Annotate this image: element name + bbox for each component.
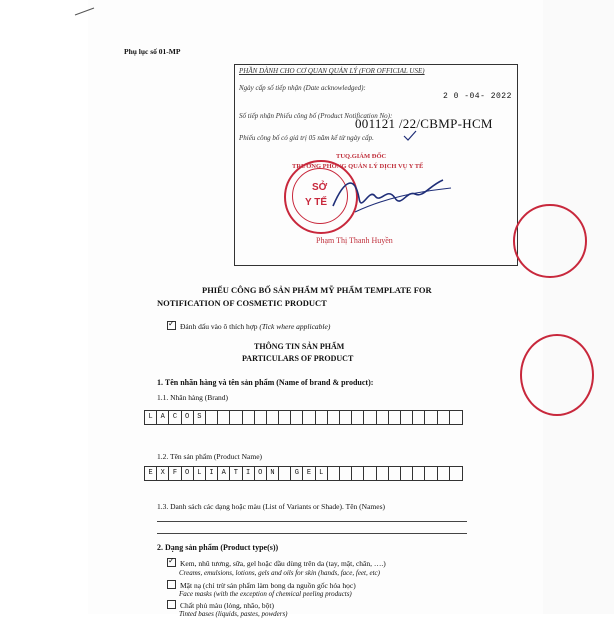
- product-type-vi: Kem, nhũ tương, sữa, gel hoặc dầu dùng trên da (tay, mặt, chân, ….): [180, 559, 386, 568]
- product-type-en: Creams, emulsions, lotions, gels and oils for skin (hands, face, feet, etc): [179, 569, 380, 577]
- variants-line-2: [157, 533, 467, 534]
- brand-cell: [218, 411, 230, 424]
- brand-cell: [364, 411, 376, 424]
- brand-cell: [255, 411, 267, 424]
- brand-cell: [291, 411, 303, 424]
- product-cell: I: [243, 467, 255, 480]
- product-type-checkbox: [167, 580, 176, 589]
- product-type-vi: Mặt nạ (chỉ trừ sản phẩm làm bong da nguồn gốc hóa học): [180, 581, 356, 590]
- brand-cell: [401, 411, 413, 424]
- brand-cell: [425, 411, 437, 424]
- product-cell: X: [157, 467, 169, 480]
- product-cell: L: [194, 467, 206, 480]
- product-type-item: [167, 600, 274, 610]
- validity-note: Phiếu công bố có giá trị 05 năm kể từ ngày cấp.: [239, 134, 374, 142]
- particulars-title-en: PARTICULARS OF PRODUCT: [242, 354, 354, 363]
- particulars-title-vi: THÔNG TIN SẢN PHẨM: [254, 342, 345, 351]
- product-cell: O: [182, 467, 194, 480]
- date-value: 2 0 -04- 2022: [443, 92, 512, 101]
- variants-label: 1.3. Danh sách các dạng hoặc màu (List of Variants or Shade). Tên (Names): [157, 502, 385, 511]
- brand-label: 1.1. Nhãn hàng (Brand): [157, 393, 229, 402]
- product-cell: O: [255, 467, 267, 480]
- product-type-vi: Chất phủ màu (lỏng, nhão, bột): [180, 601, 274, 610]
- product-cell: [425, 467, 437, 480]
- official-header: PHẦN DÀNH CHO CƠ QUAN QUẢN LÝ (FOR OFFICIAL USE): [239, 67, 425, 75]
- product-cell: T: [230, 467, 242, 480]
- section1-heading: 1. Tên nhãn hàng và tên sản phẩm (Name of brand & product):: [157, 378, 374, 387]
- tick-instruction: [167, 321, 330, 331]
- product-cell: [328, 467, 340, 480]
- brand-cell: [303, 411, 315, 424]
- brand-cell: [206, 411, 218, 424]
- product-type-checkbox: [167, 600, 176, 609]
- product-cell: A: [218, 467, 230, 480]
- product-cell: [352, 467, 364, 480]
- product-cell: [377, 467, 389, 480]
- date-label: Ngày cấp số tiếp nhận (Date acknowledged):: [239, 84, 366, 92]
- product-type-en: Tinted bases (liquids, pastes, powders): [179, 610, 288, 618]
- variants-line-1: [157, 521, 467, 522]
- brand-cell: [352, 411, 364, 424]
- product-cell: F: [169, 467, 181, 480]
- brand-cell: [377, 411, 389, 424]
- product-cell: [340, 467, 352, 480]
- pen-mark-icon: [74, 6, 96, 16]
- appendix-label: Phụ lục số 01-MP: [124, 47, 181, 56]
- handwritten-signature: [325, 168, 455, 223]
- signer-role-1: TUQ.GIÁM ĐỐC: [336, 153, 387, 160]
- seal-text-2: Y TẾ: [305, 197, 328, 208]
- product-type-item: [167, 558, 386, 568]
- brand-cell: L: [145, 411, 157, 424]
- product-cell: N: [267, 467, 279, 480]
- notification-number: 001121 /22/CBMP-HCM: [355, 116, 493, 131]
- number-label: Số tiếp nhận Phiếu công bố (Product Notification No):: [239, 112, 393, 120]
- product-cell: [413, 467, 425, 480]
- product-cell: I: [206, 467, 218, 480]
- tick-note-en: (Tick where applicable): [259, 322, 331, 331]
- form-title-line1: PHIẾU CÔNG BỐ SẢN PHẨM MỸ PHẨM TEMPLATE FOR: [202, 285, 432, 295]
- product-cell: E: [303, 467, 315, 480]
- brand-cell: [413, 411, 425, 424]
- brand-cell: [389, 411, 401, 424]
- product-cell: E: [145, 467, 157, 480]
- product-type-checkbox: [167, 558, 176, 567]
- tick-example-checkbox: [167, 321, 176, 330]
- edge-seal-bottom: [520, 334, 594, 416]
- product-cell: [401, 467, 413, 480]
- brand-cell: [450, 411, 462, 424]
- brand-cell: O: [182, 411, 194, 424]
- signer-role-2: TRƯỞNG PHÒNG QUẢN LÝ DỊCH VỤ Y TẾ: [292, 163, 424, 170]
- edge-seal-top: [513, 204, 587, 278]
- product-type-en: Face masks (with the exception of chemical peeling products): [179, 590, 352, 598]
- product-cell: [450, 467, 462, 480]
- product-cell: [438, 467, 450, 480]
- product-cell: [389, 467, 401, 480]
- product-letter-grid: [144, 466, 463, 481]
- product-name-label: 1.2. Tên sản phẩm (Product Name): [157, 452, 263, 461]
- seal-text-1: SỞ: [312, 182, 328, 193]
- brand-cell: [230, 411, 242, 424]
- brand-cell: [438, 411, 450, 424]
- form-title-line2: NOTIFICATION OF COSMETIC PRODUCT: [157, 298, 327, 308]
- product-cell: [279, 467, 291, 480]
- signature-tick-icon: [403, 130, 417, 142]
- signer-name: Phạm Thị Thanh Huyền: [316, 236, 393, 245]
- brand-cell: [316, 411, 328, 424]
- product-cell: [364, 467, 376, 480]
- brand-cell: [267, 411, 279, 424]
- brand-cell: [328, 411, 340, 424]
- brand-cell: [243, 411, 255, 424]
- brand-cell: [279, 411, 291, 424]
- adjacent-page-edge: [543, 0, 614, 614]
- product-type-item: [167, 580, 356, 590]
- product-cell: L: [316, 467, 328, 480]
- brand-letter-grid: [144, 410, 463, 425]
- brand-cell: S: [194, 411, 206, 424]
- brand-cell: A: [157, 411, 169, 424]
- tick-note-vi: Đánh dấu vào ô thích hợp: [180, 322, 258, 331]
- section2-heading: 2. Dạng sản phẩm (Product type(s)): [157, 543, 279, 552]
- product-cell: G: [291, 467, 303, 480]
- brand-cell: C: [169, 411, 181, 424]
- brand-cell: [340, 411, 352, 424]
